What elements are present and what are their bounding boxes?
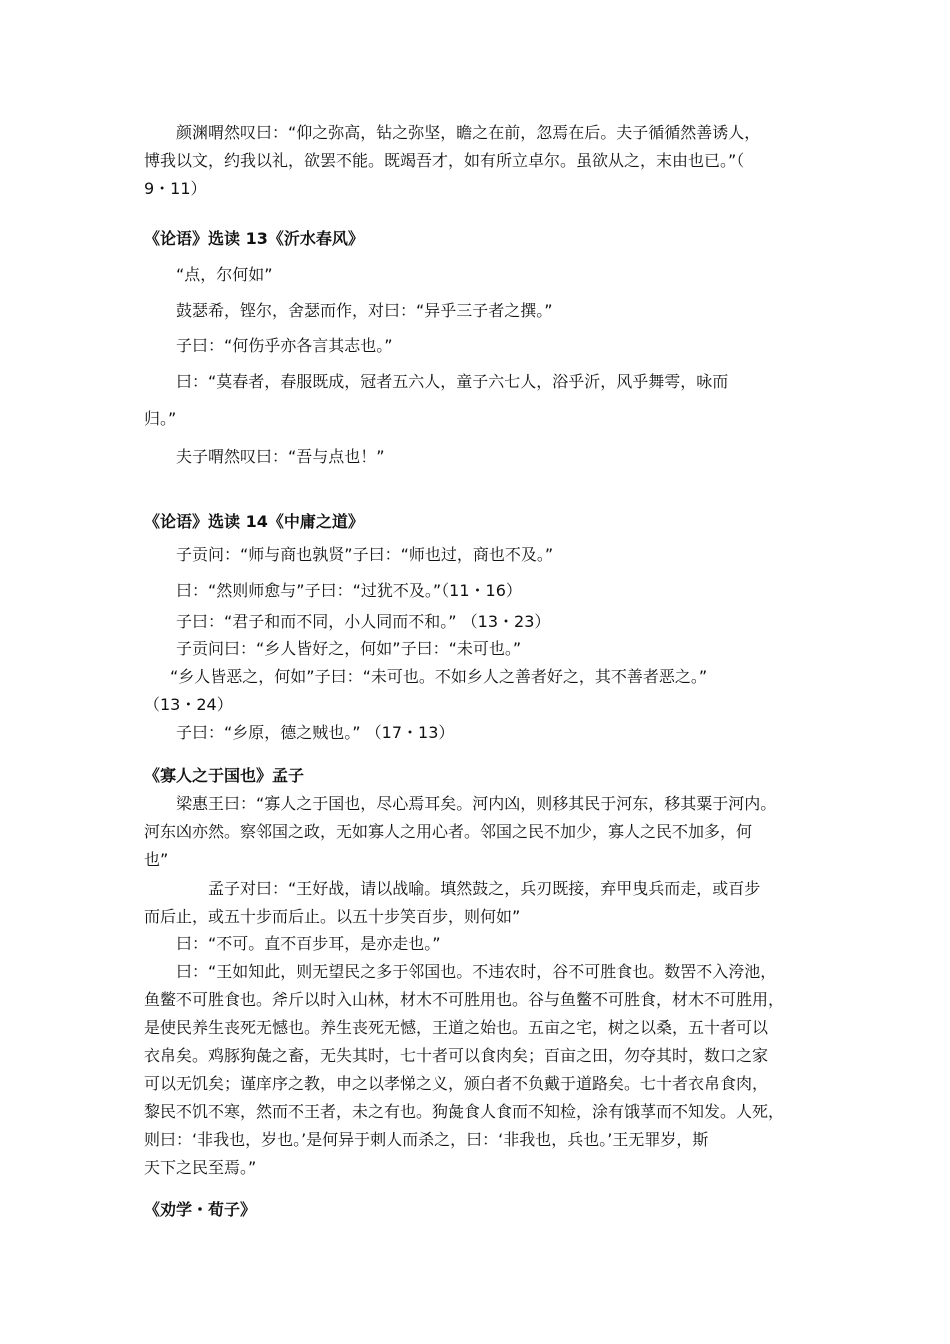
paragraph-line: “乡人皆恶之，何如”子曰：“未可也。不如乡人之善者好之，其不善者恶之。” — [170, 667, 708, 686]
paragraph-line: 子曰：“君子和而不同，小人同而不和。” （13・23） — [176, 612, 551, 631]
paragraph-line: 曰：“然则师愈与”子曰：“过犹不及。”（11・16） — [176, 581, 522, 600]
paragraph-line: 夫子喟然叹曰：“吾与点也！” — [176, 447, 385, 466]
paragraph-line: 黎民不饥不寒，然而不王者，未之有也。狗彘食人食而不知检，涂有饿莩而不知发。人死， — [144, 1102, 785, 1121]
paragraph-line: 则曰：‘非我也，岁也。’是何异于刺人而杀之，曰：‘非我也，兵也。’王无罪岁，斯 — [144, 1130, 709, 1149]
section-heading: 《论语》选读 14《中庸之道》 — [144, 512, 364, 531]
paragraph-line: 曰：“不可。直不百步耳，是亦走也。” — [176, 934, 441, 953]
paragraph-line: 鼓瑟希，铿尔，舍瑟而作，对曰：“异乎三子者之撰。” — [176, 301, 553, 320]
section-heading: 《寡人之于国也》孟子 — [144, 766, 305, 785]
paragraph-line: （13・24） — [144, 695, 233, 714]
paragraph-line: 博我以文，约我以礼，欲罢不能。既竭吾才，如有所立卓尔。虽欲从之，末由也已。”（ — [144, 151, 745, 170]
paragraph-line: 子曰：“乡原，德之贼也。” （17・13） — [176, 723, 455, 742]
paragraph-line: 归。” — [144, 409, 177, 428]
paragraph-line: 颜渊喟然叹曰：“仰之弥高，钻之弥坚，瞻之在前，忽焉在后。夫子循循然善诱人， — [176, 123, 761, 142]
paragraph-line: 9・11） — [144, 179, 207, 198]
paragraph-line: 也” — [144, 850, 169, 869]
paragraph-line: 是使民养生丧死无憾也。养生丧死无憾，王道之始也。五亩之宅，树之以桑，五十者可以 — [144, 1018, 769, 1037]
paragraph-line: 子曰：“何伤乎亦各言其志也。” — [176, 336, 393, 355]
paragraph-line: 梁惠王曰：“寡人之于国也，尽心焉耳矣。河内凶，则移其民于河东，移其粟于河内。 — [176, 794, 777, 813]
section-heading: 《劝学・荀子》 — [144, 1200, 257, 1219]
paragraph-line: 子贡问曰：“乡人皆好之，何如”子曰：“未可也。” — [176, 639, 522, 658]
paragraph-line: 天下之民至焉。” — [144, 1158, 257, 1177]
paragraph-line: 河东凶亦然。察邻国之政，无如寡人之用心者。邻国之民不加少，寡人之民不加多，何 — [144, 822, 753, 841]
paragraph-line: 曰：“莫春者，春服既成，冠者五六人，童子六七人，浴乎沂，风乎舞雩，咏而 — [176, 372, 729, 391]
paragraph-line: 可以无饥矣；谨庠序之教，申之以孝悌之义，颁白者不负戴于道路矣。七十者衣帛食肉， — [144, 1074, 769, 1093]
paragraph-line: 而后止，或五十步而后止。以五十步笑百步，则何如” — [144, 907, 521, 926]
section-heading: 《论语》选读 13《沂水春风》 — [144, 229, 364, 248]
paragraph-line: 曰：“王如知此，则无望民之多于邻国也。不违农时，谷不可胜食也。数罟不入洿池， — [176, 962, 777, 981]
paragraph-line: 孟子对曰：“王好战，请以战喻。填然鼓之，兵刃既接，弃甲曳兵而走，或百步 — [208, 879, 761, 898]
paragraph-line: 衣帛矣。鸡豚狗彘之畜，无失其时，七十者可以食肉矣；百亩之田，勿夺其时，数口之家 — [144, 1046, 769, 1065]
paragraph-line: 子贡问：“师与商也孰贤”子曰：“师也过，商也不及。” — [176, 545, 554, 564]
paragraph-line: “点，尔何如” — [176, 265, 273, 284]
paragraph-line: 鱼鳖不可胜食也。斧斤以时入山林，材木不可胜用也。谷与鱼鳖不可胜食，材木不可胜用， — [144, 990, 785, 1009]
